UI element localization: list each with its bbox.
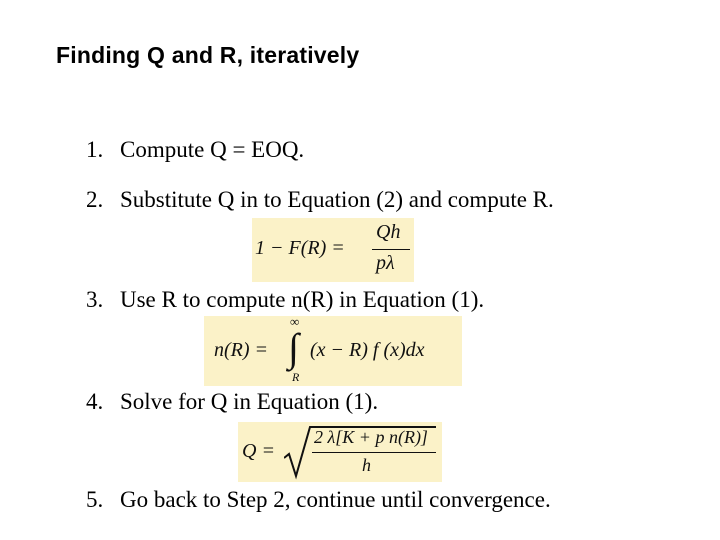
- step-4: [86, 388, 378, 416]
- slide-title: Finding Q and R, iteratively: [56, 42, 360, 68]
- equation-3-integrand: (x − R) f (x)dx: [310, 339, 425, 361]
- integral-lower-limit: R: [292, 370, 300, 384]
- step-number: 1.: [86, 137, 104, 162]
- step-text: Go back to Step 2, continue until convergence.: [120, 487, 551, 512]
- step-text: Compute Q = EOQ.: [120, 137, 305, 162]
- step-5: [86, 486, 551, 514]
- step-3: [86, 286, 484, 314]
- step-2: [86, 186, 554, 214]
- equation-2-lhs: 1 − F(R) =: [255, 237, 345, 259]
- equation-4-denominator: h: [362, 455, 371, 475]
- equation-3: [204, 316, 462, 386]
- step-number: 4.: [86, 389, 104, 414]
- equation-2-numerator: Qh: [376, 221, 401, 243]
- step-number: 5.: [86, 487, 104, 512]
- step-text: Use R to compute n(R) in Equation (1).: [120, 287, 485, 312]
- step-number: 3.: [86, 287, 104, 312]
- integral-upper-limit: ∞: [290, 314, 300, 329]
- equation-3-lhs: n(R) =: [214, 339, 269, 361]
- fraction-bar: [372, 249, 410, 250]
- step-number: 2.: [86, 187, 104, 212]
- equation-4: [238, 422, 442, 482]
- fraction-bar: [312, 452, 436, 453]
- step-text: Solve for Q in Equation (1).: [120, 389, 379, 414]
- equation-4-lhs: Q =: [242, 440, 275, 462]
- step-1: [86, 136, 304, 164]
- equation-2-denominator: pλ: [376, 252, 395, 274]
- equation-2: [252, 218, 414, 282]
- equation-4-numerator: 2 λ[K + p n(R)]: [314, 427, 428, 447]
- step-text: Substitute Q in to Equation (2) and compute R.: [120, 187, 554, 212]
- integral-sign-icon: ∫: [288, 325, 299, 370]
